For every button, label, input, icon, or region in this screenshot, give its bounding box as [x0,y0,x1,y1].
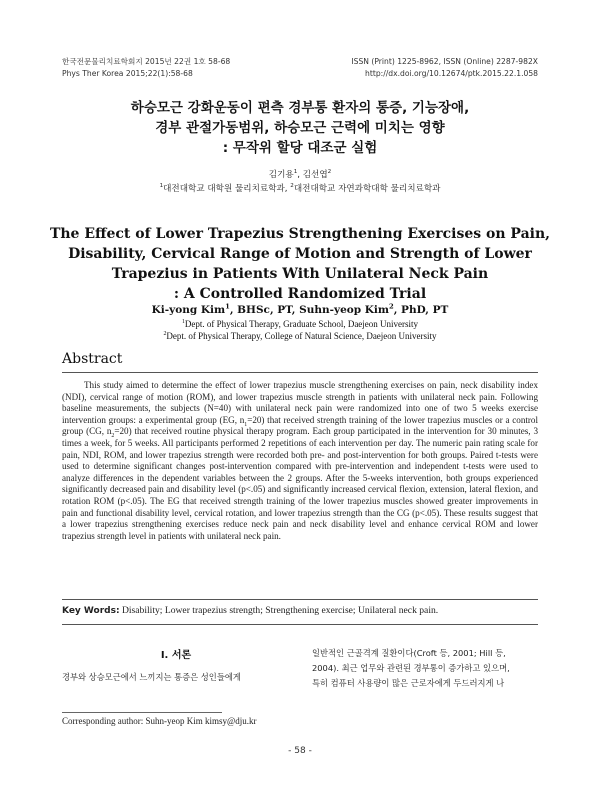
keywords-label: Key Words: [62,606,120,616]
english-authors [0,302,600,342]
english-title-line: The Effect of Lower Trapezius Strengthening Exercises on Pain, [49,226,551,242]
issn-line: ISSN (Print) 1225-8962, ISSN (Online) 2287-982X [351,57,538,66]
page-number: - 58 - [288,746,312,756]
body-text-line: 일반적인 근골격계 질환이다(Croft 등, 2001; Hill 등, [312,648,506,658]
keywords-bottom-rule [62,624,538,625]
footnote-rule [62,712,222,713]
korean-authors [0,168,600,196]
korean-title-line: : 무작위 할당 대조군 실험 [222,140,378,156]
body-column-left [62,670,290,685]
journal-header-left [62,56,230,80]
english-affiliation-2: $^2$Dept. of Physical Therapy, College of Natural Science, Daejeon University [163,331,437,341]
korean-title-line: 경부 관절가동범위, 하승모근 근력에 미치는 영향 [155,120,445,136]
abstract-top-rule [62,372,538,373]
corresponding-author-footnote: Corresponding author: Suhn-yeop Kim kimsy@dju.kr [62,716,257,726]
body-column-right [312,646,538,691]
english-title [0,224,600,304]
journal-citation-korean: 한국전문물리치료학회지 2015년 22권 1호 58-68 [62,57,231,66]
abstract-body [62,380,538,542]
korean-author-names: 김기용$^1$, 김선엽$^2$ [268,169,332,180]
english-title-line: : A Controlled Randomized Trial [173,286,427,302]
keywords [62,605,538,616]
korean-title [0,98,600,158]
english-author-names: Ki-yong Kim$^1$, BHSc, PT, Suhn-yeop Kim$^2$, PhD, PT [151,302,449,316]
journal-header-right [351,56,538,80]
keywords-text: Disability; Lower trapezius strength; Strengthening exercise; Unilateral neck pain. [119,605,439,616]
abstract-bottom-rule [62,599,538,600]
body-text-line: 2004). 최근 업무와 관련된 경부통이 증가하고 있으며, [312,663,510,673]
abstract-heading: Abstract [62,351,123,367]
english-title-line: Disability, Cervical Range of Motion and Strength of Lower [68,246,532,262]
korean-affiliations: $^1$대전대학교 대학원 물리치료학과, $^2$대전대학교 자연과학대학 물리치료학과 [159,183,441,194]
section-heading-introduction: Ⅰ. 서론 [160,650,192,661]
english-title-line: Trapezius in Patients With Unilateral Neck Pain [111,266,489,282]
journal-citation-english: Phys Ther Korea 2015;22(1):58-68 [62,69,193,78]
body-text-line: 경부와 상승모근에서 느끼지는 통증은 성인들에게 [62,672,241,682]
doi-link[interactable]: http://dx.doi.org/10.12674/ptk.2015.22.1.058 [365,69,538,78]
korean-title-line: 하승모근 강화운동이 편측 경부통 환자의 통증, 기능장애, [130,100,470,116]
english-affiliation-1: $^1$Dept. of Physical Therapy, Graduate School, Daejeon University [181,319,419,329]
body-text-line: 특히 컴퓨터 사용량이 많은 근로자에게 두드러지게 나 [312,678,505,688]
abstract-paragraph: This study aimed to determine the effect of lower trapezius muscle strengthening exercises on pain, neck disability index (NDI), cervical range of motion (ROM), and lower trapezius muscle strength in patients with unilateral neck pain. Following baseline measurements, the subjects (N=40) with unilateral neck pain were randomized into one of two 5 weeks exercise intervention groups: a experimental group (EG, $n_1=20$) that received strength training of the lower trapezius muscles or a control group (CG, $n_2=20$) that received routine physical therapy program. Each group participated in the intervention for 30 minutes, 3 times a week, for 5 weeks. All participants performed 2 repetitions of each intervention per day. The numeric pain rating scale for pain, NDI, ROM, and lower trapezius strength were recorded both pre- and post-intervention for both groups. Paired t-tests were used to determine significant changes post-intervention compared with pre-intervention and independent t-tests were used to analyze differences in the dependent variables between the 2 groups. After the 5-weeks intervention, both groups experienced significantly decreased pain and disability level (p<.05) and significantly increased cervical flexion, extension, lateral flexion, and rotation ROM (p<.05). The EG that received strength training of the lower trapezius muscles showed greater improvements in pain and functional disability level, cervical rotation, and lower trapezius strength than the CG (p<.05). These results suggest that a lower trapezius strengthening exercises reduce neck pain and neck disability level and enhance cervical ROM and lower trapezius strength level in patients with unilateral neck pain. [62,380,538,541]
